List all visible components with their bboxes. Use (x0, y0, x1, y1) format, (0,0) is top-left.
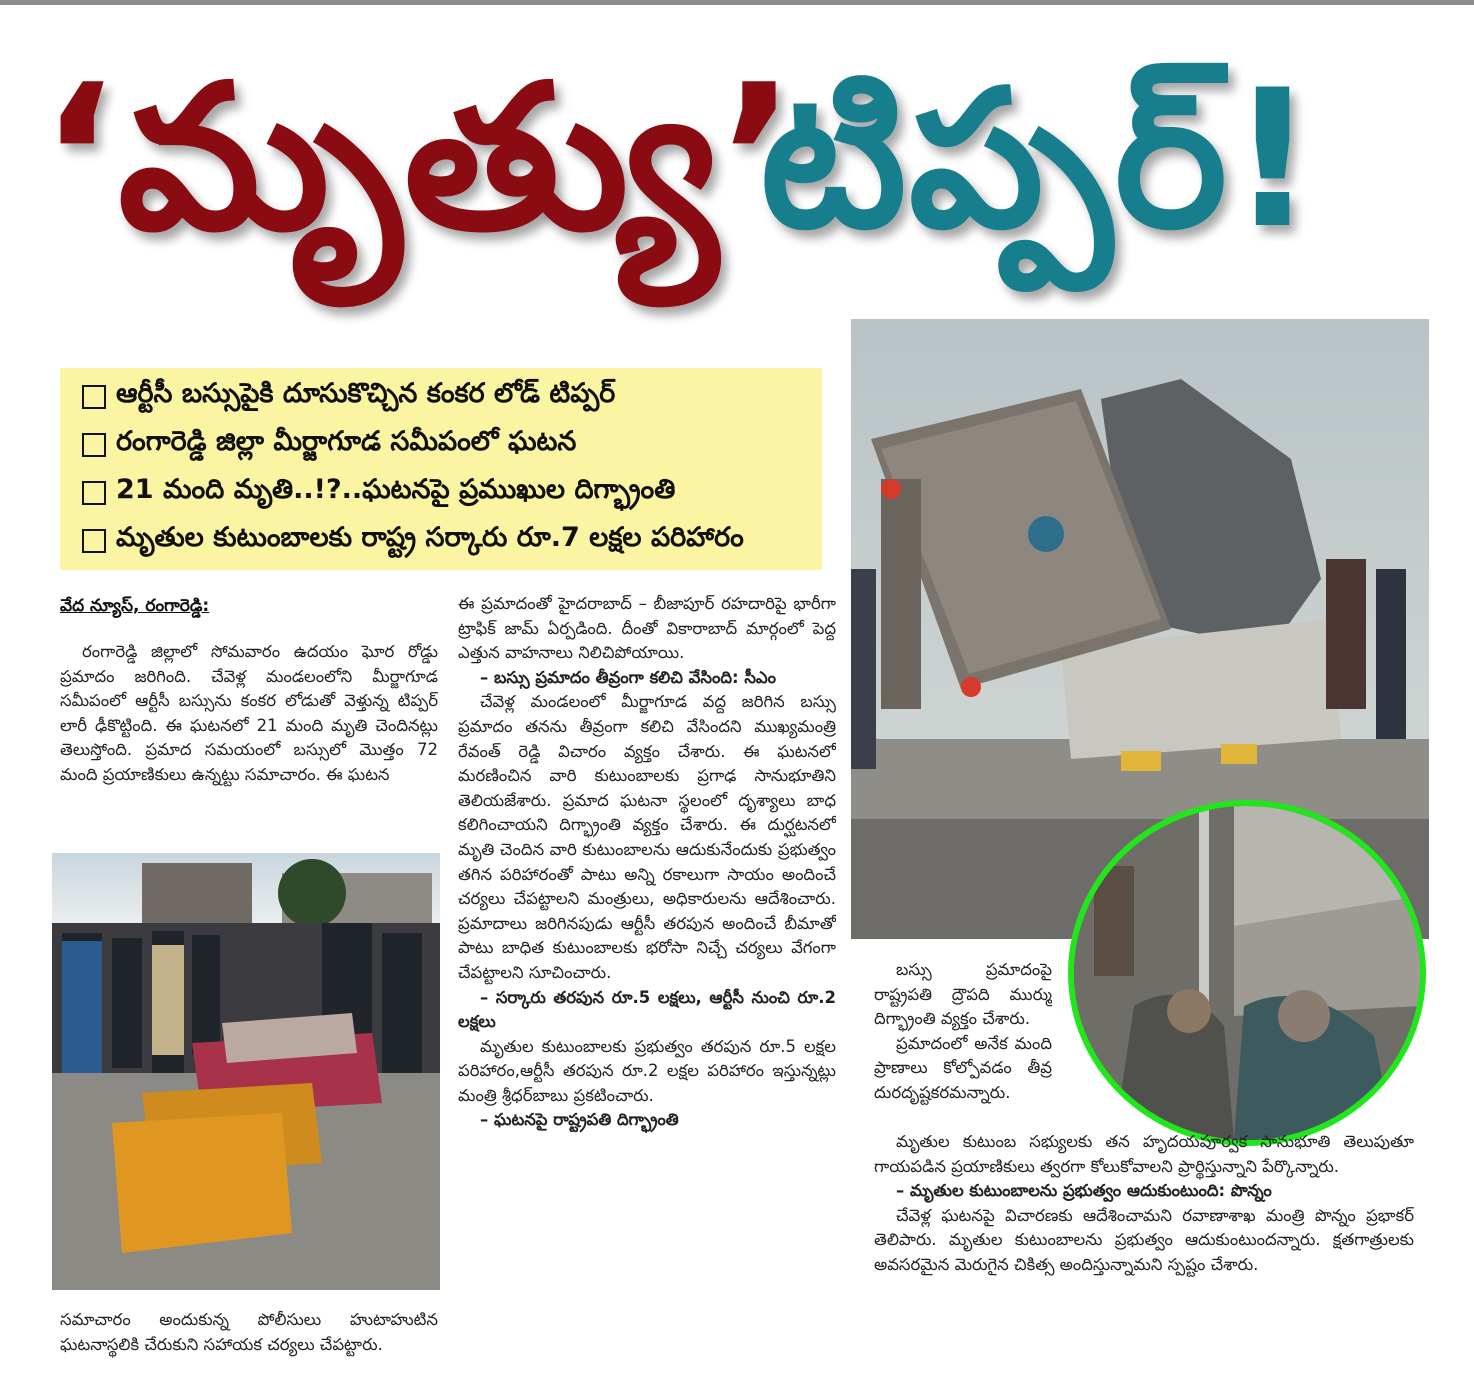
checkbox-bullet-icon (82, 433, 106, 457)
photo-inset-bus-interior (1068, 800, 1426, 1146)
top-rule (0, 0, 1474, 5)
headline-part-red: ‘మృత్యు’ (40, 42, 798, 275)
subheading: – మృతుల కుటుంబాలను ప్రభుత్వం ఆదుకుంటుంది: పొన్నం (896, 1181, 1272, 1201)
subheading: – సర్కారు తరపున రూ.5 లక్షలు, ఆర్టీసీ నుంచి రూ.2 లక్షలు (458, 987, 836, 1032)
column-1-bottom (60, 1308, 438, 1368)
paragraph: సమాచారం అందుకున్న పోలీసులు హుటాహుటిన ఘటనాస్థలికి చేరుకుని సహాయక చర్యలు చేపట్టారు. (60, 1310, 438, 1354)
subheading: – ఘటనపై రాష్ట్రపతి దిగ్భ్రాంతి (480, 1110, 679, 1130)
paragraph: ఈ ప్రమాదంతో హైదరాబాద్‌ – బీజాపూర్‌ రహదారిపై భారీగా ట్రాఫిక్‌ జామ్‌ ఏర్పడింది. దీంతో వికారాబాద్‌ మార్గంలో పెద్ద ఎత్తున వాహనాలు నిలిచిపోయాయి. (458, 594, 836, 663)
paragraph: బస్సు ప్రమాదంపై రాష్ట్రపతి ద్రౌపది ముర్ము దిగ్భ్రాంతి వ్యక్తం చేశారు. (874, 960, 1052, 1029)
highlight-item: మృతుల కుటుంబాలకు రాష్ట్ర సర్కారు రూ.7 లక్షల పరిహారం (82, 522, 744, 560)
highlight-item: 21 మంది మృతి..!?..ఘటనపై ప్రముఖుల దిగ్భ్రాంతి (82, 474, 675, 512)
byline: వేద న్యూస్‌, రంగారెడ్డి: (60, 596, 210, 616)
paragraph: మృతుల కుటుంబ సభ్యులకు తన హృదయపూర్వక సానుభూతి తెలుపుతూ గాయపడిన ప్రయాణికులు త్వరగా కోలుకోవాలని ప్రార్థిస్తున్నాని పేర్కొన్నారు. (874, 1132, 1414, 1176)
paragraph: మృతుల కుటుంబాలకు ప్రభుత్వం తరపున రూ.5 లక్షల పరిహారం,ఆర్టీసీ తరపున రూ.2 లక్షల పరిహారం ఇస్తున్నట్లు మంత్రి శ్రీధర్‌బాబు ప్రకటించారు. (458, 1036, 836, 1105)
column-2 (458, 592, 836, 1362)
paragraph: ప్రమాదంలో అనేక మంది ప్రాణాలు కోల్పోవడం తీవ్ర దురదృష్టకరమన్నారు. (874, 1033, 1052, 1102)
column-3-narrow (874, 958, 1052, 1128)
photo-victims-scene (52, 853, 440, 1290)
checkbox-bullet-icon (82, 385, 106, 409)
highlight-item: రంగారెడ్డి జిల్లా మీర్జాగూడ సమీపంలో ఘటన (82, 426, 576, 464)
column-1-top (60, 640, 438, 840)
highlight-item: ఆర్టీసీ బస్సుపైకి దూసుకొచ్చిన కంకర లోడ్‌ టిప్పర్ (82, 378, 615, 416)
highlights-box (60, 368, 822, 570)
checkbox-bullet-icon (82, 481, 106, 505)
paragraph: చేవెళ్ల ఘటనపై విచారణకు ఆదేశించామని రవాణాశాఖ మంత్రి పొన్నం ప్రభాకర్‌ తెలిపారు. మృతుల కుటుంబాలను ప్రభుత్వం ఆదుకుంటుందన్నారు. క్షతగాత్రులకు అవసరమైన మెరుగైన చికిత్స అందిస్తున్నామని స్పష్టం చేశారు. (874, 1205, 1414, 1274)
paragraph: రంగారెడ్డి జిల్లాలో సోమవారం ఉదయం ఘోర రోడ్డు ప్రమాదం జరిగింది. చేవెళ్ల మండలంలోని మీర్జాగూడ సమీపంలో ఆర్టీసీ బస్సును కంకర లోడుతో వెళ్తున్న టిప్పర్‌ లారీ ఢీకొట్టింది. ఈ ఘటనలో 21 మంది మృతి చెందినట్లు తెలుస్తోంది. ప్రమాద సమయంలో బస్సులో మొత్తం 72 మంది ప్రయాణికులు ఉన్నట్టు సమాచారం. ఈ ఘటన (60, 642, 438, 784)
paragraph: చేవెళ్ల మండలంలో మీర్జాగూడ వద్ద జరిగిన బస్సు ప్రమాదం తనను తీవ్రంగా కలిచి వేసిందని ముఖ్యమంత్రి రేవంత్‌ రెడ్డి విచారం వ్యక్తం చేశారు. ఈ ఘటనలో మరణించిన వారి కుటుంబాలకు ప్రగాఢ సానుభూతిని తెలియజేశారు. ప్రమాద ఘటనా స్థలంలో దృశ్యాలు బాధ కలిగించాయని దిగ్భ్రాంతి వ్యక్తం చేశారు. ఈ దుర్ఘటనలో మృతి చెందిన వారి కుటుంబాలను ఆదుకునేందుకు ప్రభుత్వం తగిన పరిహారంతో పాటు అన్ని రకాలుగా సాయం అందించే చర్యలు చేపట్టాలని మంత్రులు, అధికారులను ఆదేశించారు. ప్రమాదాలు జరిగినపుడు ఆర్టీసీ తరపున అందించే బీమాతో పాటు బాధిత కుటుంబాలకు భరోసా నిచ్చే చర్యలు వేగంగా చేపట్టాలని సూచించారు. (458, 692, 836, 982)
checkbox-bullet-icon (82, 529, 106, 553)
headline-part-teal: టిప్పర్! (760, 49, 1318, 270)
column-3-wide (874, 1130, 1414, 1370)
subheading: – బస్సు ప్రమాదం తీవ్రంగా కలిచి వేసింది: సీఎం (480, 667, 777, 687)
